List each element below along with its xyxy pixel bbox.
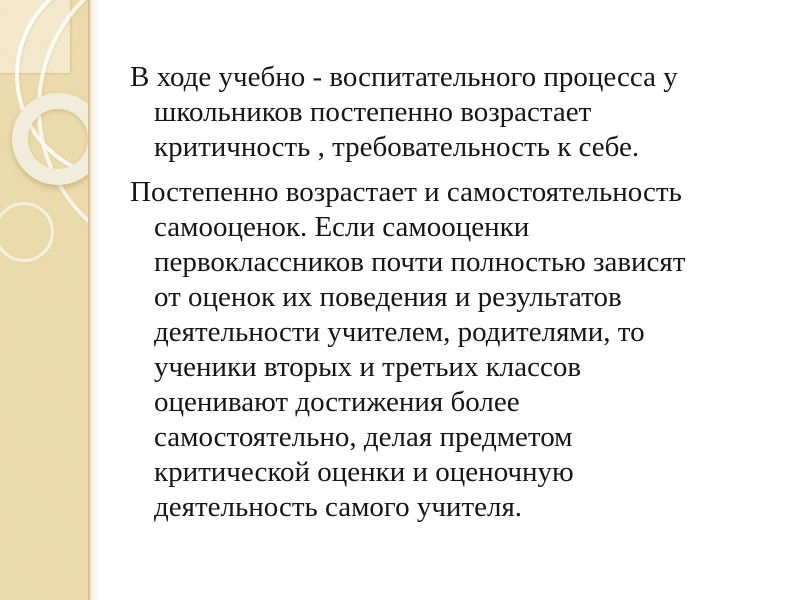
text-line: Постепенно возрастает и самостоятельность <box>130 176 682 208</box>
paragraph-1 <box>130 60 790 165</box>
text-line: первоклассников почти полностью зависят <box>154 246 686 278</box>
sidebar-decoration <box>0 0 88 600</box>
sidebar-edge-shadow <box>90 0 99 600</box>
text-line: критической оценки и оценочную <box>154 456 574 488</box>
text-line: В ходе учебно - воспитательного процесса у <box>130 61 678 93</box>
slide-body-text <box>130 60 790 525</box>
decor-circle-small-icon <box>0 202 54 262</box>
text-line: деятельность самого учителя. <box>154 491 523 523</box>
text-line: школьников постепенно возрастает <box>154 96 592 128</box>
text-line: критичность , требовательность к себе. <box>154 131 640 163</box>
text-line: самооценок. Если самооценки <box>154 211 530 243</box>
paragraph-2 <box>130 175 790 525</box>
text-line: ученики вторых и третьих классов <box>154 351 582 383</box>
text-line: от оценок их поведения и результатов <box>154 281 622 313</box>
text-line: деятельности учителем, родителями, то <box>154 316 645 348</box>
decor-ring-icon <box>12 93 88 185</box>
text-line: самостоятельно, делая предметом <box>154 421 573 453</box>
text-line: оценивают достижения более <box>154 386 520 418</box>
